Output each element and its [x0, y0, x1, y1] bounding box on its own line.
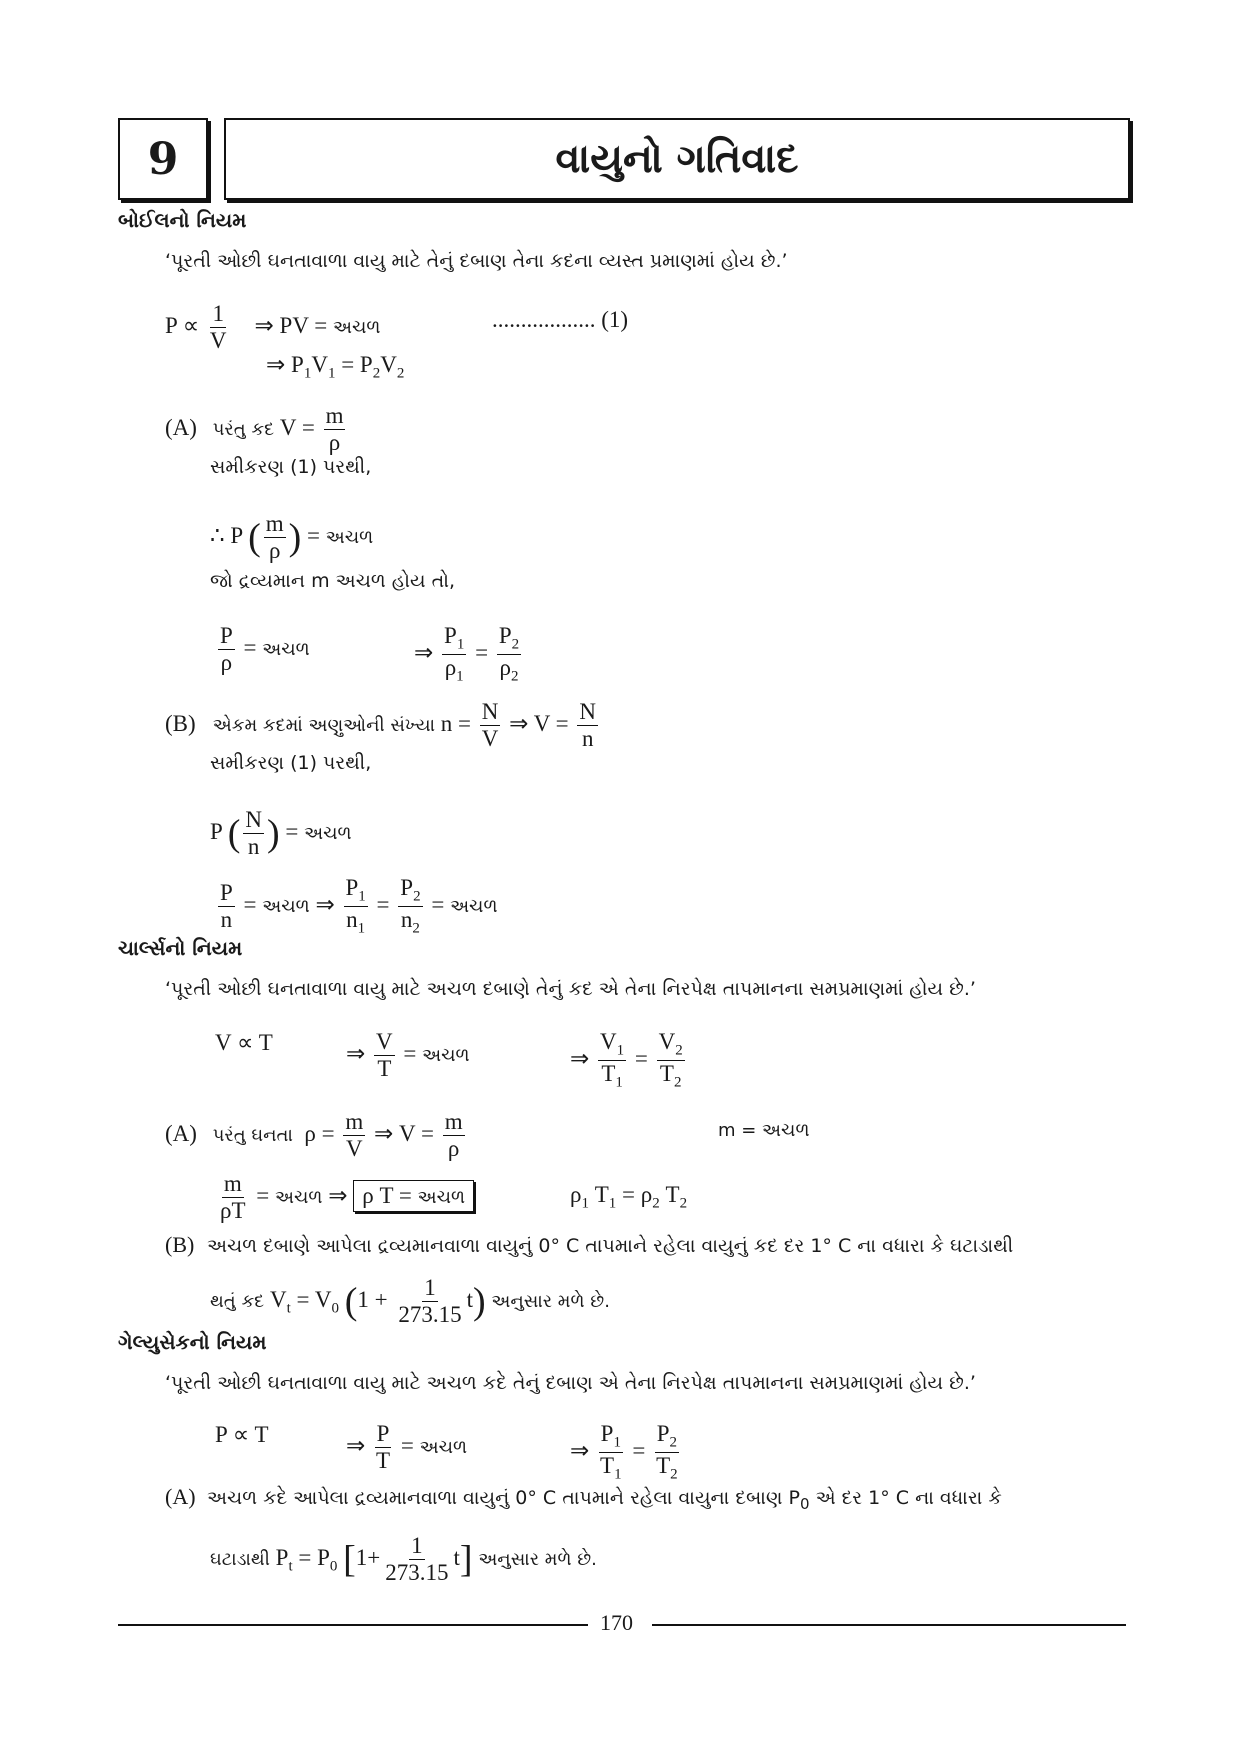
const-text: અચળ: [262, 896, 310, 918]
chapter-number-box: [118, 118, 208, 200]
boyle-heading: બોઈલનો નિયમ: [118, 208, 247, 232]
charles-a-text: પરંતુ ઘનતા: [212, 1124, 293, 1146]
gay-lussac-eq-2: ⇒ $\frac{P}{T}$ = અચળ: [346, 1421, 468, 1474]
charles-eq-1: V ∝ T: [215, 1030, 273, 1055]
boyle-a-label: (A): [165, 414, 197, 440]
chapter-title-box: [224, 118, 1130, 200]
boxed-result: ρ T = અચળ: [353, 1180, 474, 1212]
boyle-eq-3: ∴ P ( $\frac{m}{\rho}$ ) = અચળ: [210, 511, 374, 564]
charles-b-text2-post: અનુસાર મળે છે.: [491, 1290, 610, 1312]
gay-lussac-a-sub: 0: [799, 1494, 810, 1513]
const-text: અચળ: [325, 526, 374, 548]
charles-eq-3: ⇒ $\frac{V_1}{T_1}$ = $\frac{V_2}{T_2}$: [570, 1029, 683, 1091]
boyle-if-mass: જો દ્રવ્યમાન m અચળ હોય તો,: [210, 570, 456, 592]
gay-lussac-statement: ‘પૂરતી ઓછી ઘનતાવાળા વાયુ માટે અચળ કદે તેનું દબાણ એ તેના નિરપેક્ષ તાપમાનના સમપ્રમાણમાં હોય છે.’: [165, 1372, 976, 1394]
boyle-eq-7: $\frac{P}{n}$ = અચળ ⇒ $\frac{P_1}{n_1}$ = $\frac{P_2}{n_2}$ = અચળ: [220, 875, 498, 937]
boyle-eq-6: P ( $\frac{N}{n}$ ) = અચળ: [210, 807, 352, 860]
chapter-number: 9: [147, 133, 179, 185]
gay-lussac-a-line-2: ઘટાડાથી $P_t = P_0$ [1+ $\frac{1}{273.15}$ t] અનુસાર મળે છે.: [210, 1533, 597, 1586]
charles-eq-4: $\frac{m}{\rho T}$ = અચળ ⇒ ρ T = અચળ: [215, 1172, 474, 1223]
charles-b-text: અચળ દબાણે આપેલા દ્રવ્યમાનવાળા વાયુનું 0° C તાપમાને રહેલા વાયુનું કદ દર 1° C ના વધારા કે ઘટાડાથી: [207, 1235, 1014, 1257]
charles-eq-5: $\rho_1$ $T_1 = \rho_2$ $T_2$: [570, 1182, 688, 1212]
charles-statement: ‘પૂરતી ઓછી ઘનતાવાળા વાયુ માટે અચળ દબાણે તેનું કદ એ તેના નિરપેક્ષ તાપમાનના સમપ્રમાણમાં હોય છે.’: [165, 978, 976, 1000]
boyle-b-text: એકમ કદમાં અણુઓની સંખ્યા: [212, 714, 436, 736]
const-text: અચળ: [275, 1186, 323, 1208]
gay-lussac-a-text2-post: અનુસાર મળે છે.: [478, 1548, 597, 1570]
boyle-a-text: પરંતુ કદ: [212, 418, 275, 440]
footer-rule-left: [118, 1624, 588, 1626]
footer-rule-right: [652, 1624, 1126, 1626]
gay-lussac-a-text2-pre: ઘટાડાથી: [210, 1548, 270, 1570]
gay-lussac-eq-1: P ∝ T: [215, 1422, 269, 1447]
gay-lussac-a-line: [165, 1484, 1002, 1513]
boyle-eq-1: P ∝ $\frac{1}{V}$ ⇒ PV = અચળ: [165, 301, 381, 354]
eq-number-1: .................. (1): [492, 307, 629, 332]
const-text: અચળ: [304, 822, 352, 844]
boyle-from-eq-1: સમીકરણ (1) પરથી,: [210, 456, 372, 478]
boyle-eq-2: ⇒ $P_1V_1 = P_2V_2$: [266, 352, 405, 382]
const-text: અચળ: [419, 1436, 468, 1458]
page-number: 170: [600, 1610, 633, 1635]
boyle-a-line: (A) પરંતુ કદ V = $\frac{m}{\rho}$: [165, 403, 344, 456]
charles-a-label: (A): [165, 1120, 197, 1146]
boyle-b-line: (B) એકમ કદમાં અણુઓની સંખ્યા n = $\frac{N}{V}$ ⇒ V = $\frac{N}{n}$: [165, 699, 597, 752]
boyle-from-eq-2: સમીકરણ (1) પરથી,: [210, 752, 372, 774]
charles-b-line: [165, 1232, 1013, 1258]
const-text: અચળ: [450, 896, 498, 918]
gay-lussac-a-text-end: એ દર 1° C ના વધારા કે: [815, 1487, 1002, 1509]
const-text: અચળ: [332, 316, 381, 338]
const-text: અચળ: [422, 1044, 470, 1066]
charles-heading: ચાર્લ્સનો નિયમ: [118, 936, 243, 960]
gay-lussac-a-text: અચળ કદે આપેલા દ્રવ્યમાનવાળા વાયુનું 0° C તાપમાને રહેલા વાયુના દબાણ P: [207, 1487, 800, 1509]
gay-lussac-heading: ગેલ્યુસેકનો નિયમ: [118, 1330, 267, 1354]
boyle-eq-5: ⇒ $\frac{P_1}{\rho_1}$ = $\frac{P_2}{\rho_2}$: [414, 623, 520, 685]
charles-a-line: (A) પરંતુ ઘનતા ρ = $\frac{m}{V}$ ⇒ V = $\frac{m}{\rho}$: [165, 1109, 463, 1162]
chapter-title: વાયુનો ગતિવાદ: [555, 136, 799, 182]
gay-lussac-a-label: (A): [165, 1484, 196, 1509]
charles-mass-const: m = અચળ: [718, 1120, 810, 1141]
boyle-eq-4: $\frac{P}{\rho}$ = અચળ: [220, 623, 310, 676]
charles-b-text2-pre: થતું કદ: [210, 1290, 265, 1312]
charles-eq-2: ⇒ $\frac{V}{T}$ = અચળ: [346, 1029, 470, 1082]
boyle-statement: ‘પૂરતી ઓછી ઘનતાવાળા વાયુ માટે તેનું દબાણ તેના કદના વ્યસ્ત પ્રમાણમાં હોય છે.’: [165, 250, 788, 272]
boyle-b-label: (B): [165, 710, 196, 736]
charles-b-line-2: થતું કદ $V_t = V_0$ (1 + $\frac{1}{273.15}$ t) અનુસાર મળે છે.: [210, 1275, 610, 1328]
gay-lussac-eq-3: ⇒ $\frac{P_1}{T_1}$ = $\frac{P_2}{T_2}$: [570, 1421, 678, 1483]
charles-b-label: (B): [165, 1232, 195, 1257]
const-text: અચળ: [417, 1186, 466, 1208]
const-text: અચળ: [262, 638, 310, 660]
